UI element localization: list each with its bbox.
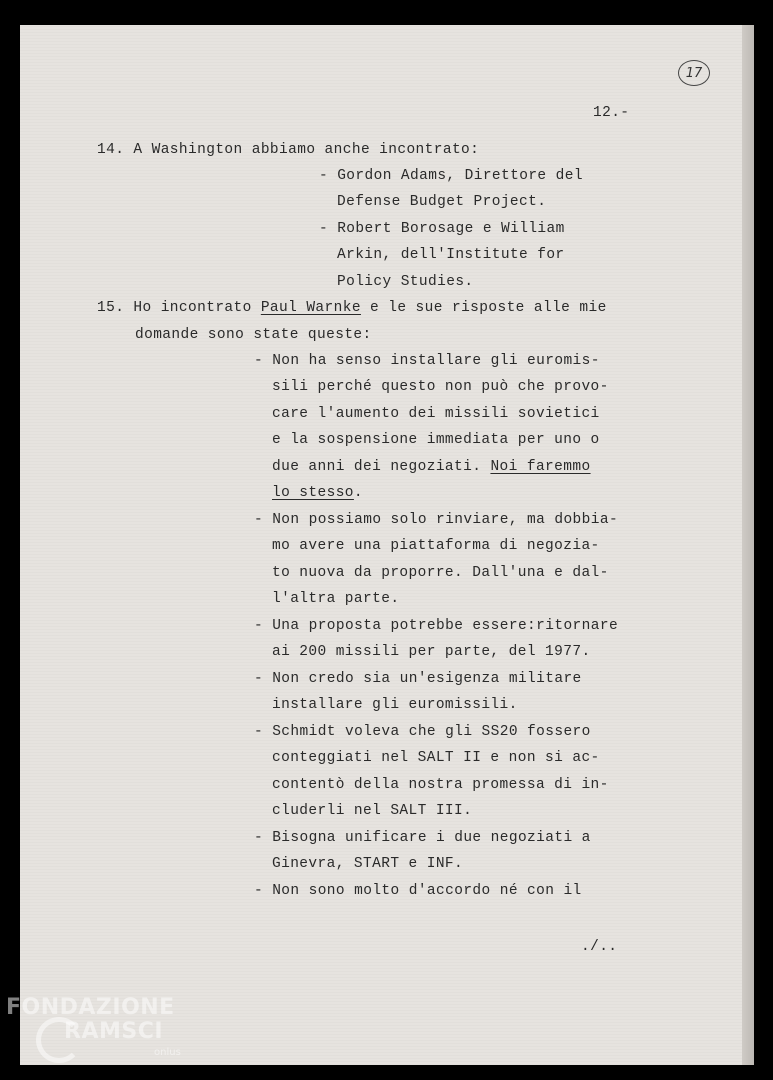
text-line: ai 200 missili per parte, del 1977. xyxy=(272,644,591,660)
text-line: installare gli euromissili. xyxy=(272,697,518,713)
text-line: - Gordon Adams, Direttore del xyxy=(319,168,583,184)
text-line: domande sono state queste: xyxy=(135,327,372,343)
text-segment: . xyxy=(353,485,364,501)
continuation-mark: ./.. xyxy=(581,939,618,955)
text-line: Defense Budget Project. xyxy=(337,194,547,210)
text-line: cluderli nel SALT III. xyxy=(272,803,473,819)
text-line: l'altra parte. xyxy=(272,591,400,607)
text-line: Ginevra, START e INF. xyxy=(272,856,464,872)
text-line: e la sospensione immediata per uno o xyxy=(272,432,600,448)
text-line: to nuova da proporre. Dall'una e dal- xyxy=(272,565,609,581)
text-line: - Schmidt voleva che gli SS20 fossero xyxy=(254,724,591,740)
watermark-logo xyxy=(6,995,196,1075)
text-line: - Non credo sia un'esigenza militare xyxy=(254,671,582,687)
page-edge xyxy=(742,25,754,1065)
text-segment: e le sue risposte alle mie xyxy=(360,300,607,316)
folio-stamp: 17 xyxy=(678,60,710,86)
text-segment: 15. Ho incontrato xyxy=(97,300,261,316)
item-15-heading xyxy=(97,299,607,317)
text-line: - Non sono molto d'accordo né con il xyxy=(254,883,582,899)
underlined-name: Paul Warnke xyxy=(260,300,361,316)
text-line: - Robert Borosage e William xyxy=(319,221,565,237)
text-line: - Non possiamo solo rinviare, ma dobbia- xyxy=(254,512,619,528)
text-line xyxy=(272,484,363,502)
text-line: conteggiati nel SALT II e non si ac- xyxy=(272,750,600,766)
text-line: contentò della nostra promessa di in- xyxy=(272,777,609,793)
underlined-phrase: Noi faremmo xyxy=(490,459,591,475)
item-14-heading: 14. A Washington abbiamo anche incontrato: xyxy=(97,142,480,158)
text-line: sili perché questo non può che provo- xyxy=(272,379,609,395)
text-line: - Bisogna unificare i due negoziati a xyxy=(254,830,591,846)
text-line: - Una proposta potrebbe essere:ritornare xyxy=(254,618,619,634)
text-line: mo avere una piattaforma di negozia- xyxy=(272,538,600,554)
text-line: Arkin, dell'Institute for xyxy=(337,247,565,263)
text-line: care l'aumento dei missili sovietici xyxy=(272,406,600,422)
page-number: 12.- xyxy=(593,105,630,121)
underlined-phrase: lo stesso xyxy=(272,485,354,501)
watermark-text: RAMSCI xyxy=(64,1019,164,1044)
text-segment: due anni dei negoziati. xyxy=(272,459,491,475)
text-line: - Non ha senso installare gli euromis- xyxy=(254,353,600,369)
watermark-text: FONDAZIONE xyxy=(6,995,175,1020)
text-line: Policy Studies. xyxy=(337,274,474,290)
text-line xyxy=(272,458,591,476)
watermark-text: onlus xyxy=(154,1047,181,1058)
